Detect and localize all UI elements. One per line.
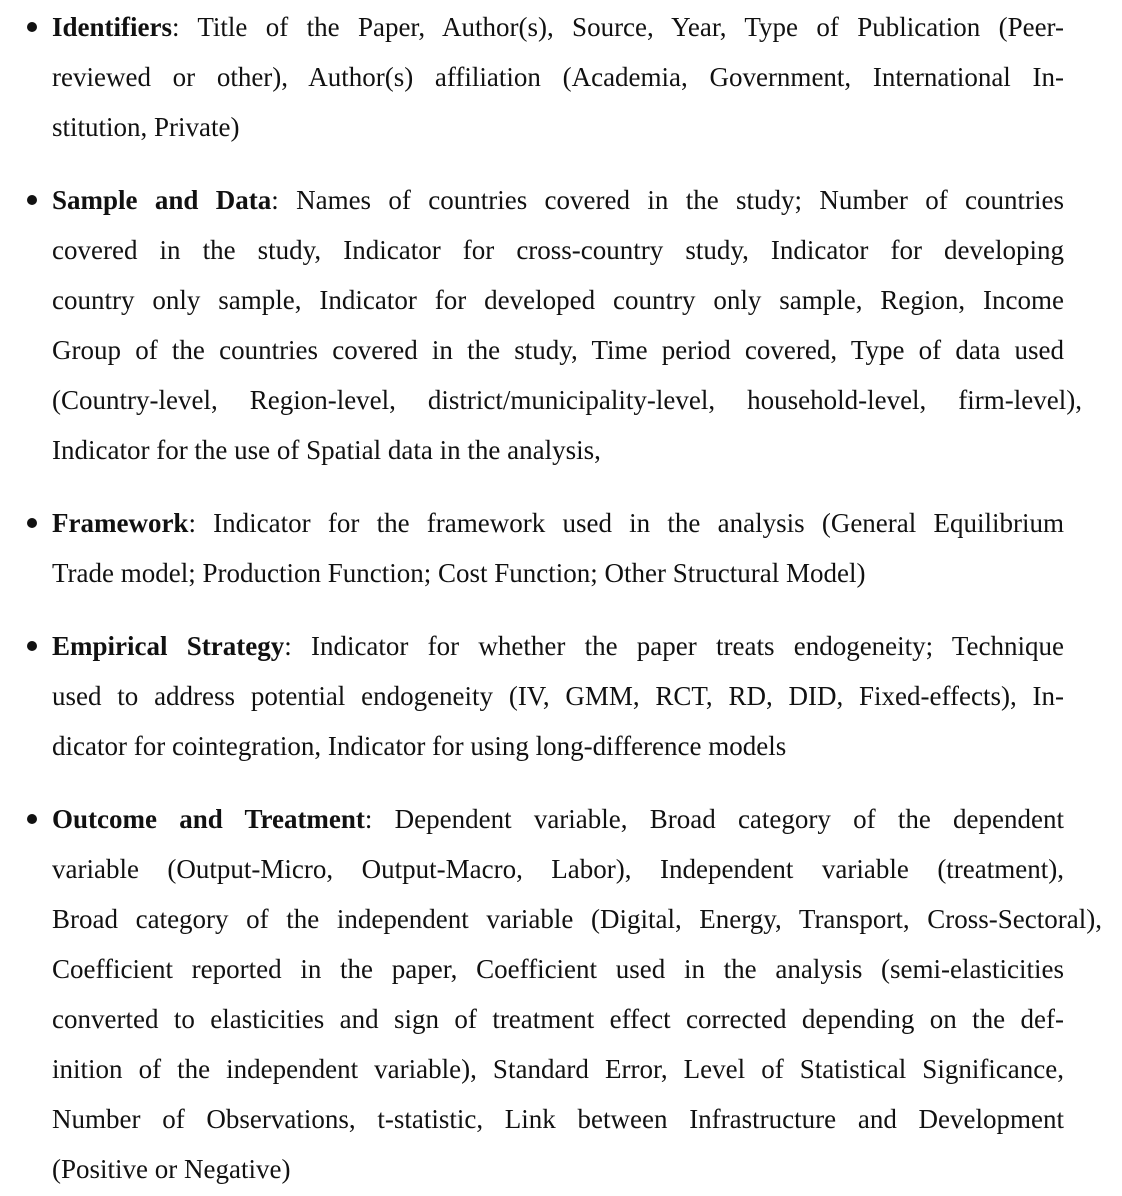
item-line: Identifiers: Title of the Paper, Author(s), Source, Year, Type of Publication (Peer- [52,12,1064,42]
item-label: Empirical Strategy [52,631,285,661]
item-line: Indicator for the use of Spatial data in the analysis, [52,435,601,465]
bullet-icon [27,641,37,651]
item-line: stitution, Private) [52,112,240,142]
item-line: Framework: Indicator for the framework used in the analysis (General Equilibrium [52,508,1064,538]
item-line: reviewed or other), Author(s) affiliation (Academia, Government, International In- [52,62,1064,92]
item-line: country only sample, Indicator for developed country only sample, Region, Income [52,285,1064,315]
item-line: Number of Observations, t-statistic, Link between Infrastructure and Development [52,1104,1064,1134]
item-label: Framework [52,508,189,538]
item-line: Sample and Data: Names of countries covered in the study; Number of countries [52,185,1065,215]
item-line: Outcome and Treatment: Dependent variable, Broad category of the dependent [52,804,1064,834]
item-line: dicator for cointegration, Indicator for using long-difference models [52,731,787,761]
item-line: covered in the study, Indicator for cross-country study, Indicator for developing [52,235,1064,265]
item-line: Broad category of the independent variable (Digital, Energy, Transport, Cross-Sectoral), [52,904,1102,934]
bullet-icon [27,195,37,205]
bullet-icon [27,22,37,32]
item-line: used to address potential endogeneity (IV, GMM, RCT, RD, DID, Fixed-effects), In- [52,681,1064,711]
item-line: (Country-level, Region-level, district/municipality-level, household-level, firm-level), [52,385,1082,415]
item-line: converted to elasticities and sign of treatment effect corrected depending on the def- [52,1004,1064,1034]
bullet-icon [27,814,37,824]
bullet-icon [27,518,37,528]
item-line: Trade model; Production Function; Cost Function; Other Structural Model) [52,558,866,588]
item-line: inition of the independent variable), Standard Error, Level of Statistical Significance, [52,1054,1064,1084]
item-label: Outcome and Treatment [52,804,365,834]
item-line: Empirical Strategy: Indicator for whether the paper treats endogeneity; Technique [52,631,1064,661]
item-line: variable (Output-Micro, Output-Macro, Labor), Independent variable (treatment), [52,854,1064,884]
item-label: Sample and Data [52,185,272,215]
item-label: Identifiers [52,12,172,42]
item-line: (Positive or Negative) [52,1154,291,1184]
item-line: Coefficient reported in the paper, Coefficient used in the analysis (semi-elasticities [52,954,1064,984]
item-line: Group of the countries covered in the study, Time period covered, Type of data used [52,335,1064,365]
